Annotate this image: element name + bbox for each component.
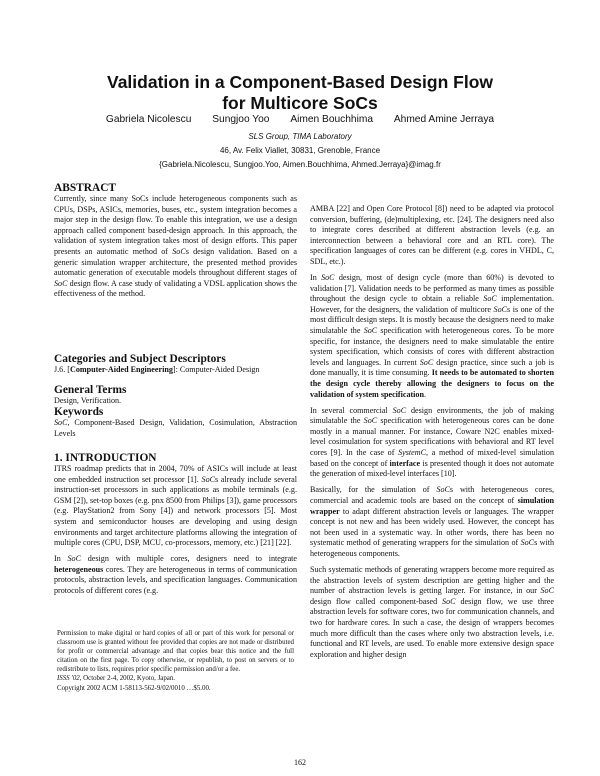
- categories-body: [54, 365, 297, 376]
- abstract-body: [54, 194, 297, 300]
- text-run: , a method of mixed-level simulation based on the concept of: [310, 448, 554, 468]
- text-run: design flow called component-based: [310, 596, 443, 606]
- text-run: to adapt different abstraction levels or languages. The wrapper concept is not new and has been widely used. However, the concept has not been used in a systematic way. In other words, there has been no systematic method of generating wrappers for the simulation of: [310, 506, 554, 548]
- text-run: s with heterogeneous cores, commercial and academic tools are based on the concept of: [310, 485, 554, 505]
- italic-text-run: SoC: [54, 278, 68, 288]
- introduction-heading: 1. INTRODUCTION: [54, 452, 157, 464]
- text-run: AMBA [22] and Open Core Protocol [8]) need to be adapted via protocol conversion, buffering, (de)multiplexing, etc. [24]. The designers need also to integrate cores described at different abstraction levels (e.g. an interconnection between a behavioral core and an RTL core). The specification languages of cores can be different (e.g. cores in VHDL, C, SDL, etc.).: [310, 204, 554, 266]
- text-run: s design validation. Based on a generic simulation wrapper architecture, the presented method provides automatic generation of executable models throughout different stages of: [54, 246, 297, 278]
- text-run: design, most of design cycle (more than 60%) is devoted to validation [7]. Validation needs to be performed as many times as possible throughout the design cycle to obtain a reliable: [310, 273, 554, 304]
- text-run: design with multiple cores, designers need to integrate: [81, 554, 298, 564]
- author: Gabriela Nicolescu: [105, 114, 192, 125]
- title-line-2: for Multicore SoCs: [222, 93, 378, 113]
- introduction-section: [54, 452, 297, 602]
- italic-text-run: SoC: [321, 273, 335, 283]
- italic-text-run: SoC: [363, 416, 378, 426]
- categories-heading: Categories and Subject Descriptors: [54, 353, 226, 365]
- italic-text-run: SoC: [172, 246, 186, 256]
- bold-text-run: It needs to be automated to shorten the design cycle thereby allowing the designers to focus on the validation of system specification: [310, 368, 554, 399]
- abstract-section: [54, 182, 297, 305]
- text-run: cores. They are heterogeneous in terms of communication protocols, abstraction levels, and specification languages. Communication protocols of different cores (e.g.: [54, 564, 297, 596]
- keywords-heading: Keywords: [54, 406, 104, 418]
- text-run: design environments, the job of making simulatable the: [310, 405, 554, 426]
- text-run: specification with heterogeneous cores. To be more specific, for instance, the designers need to make simulatable the entire system specification, which consists of cores with different abstraction levels and languages. In current: [310, 326, 555, 367]
- bold-text-run: Computer-Aided Engineering: [69, 365, 173, 374]
- permission-text: Permission to make digital or hard copies of all or part of this work for personal or classroom use is granted without fee provided that copies are not made or distributed for profit or commercial advantage and that copies bear this notice and the full citation on the first page. To copy otherwise, or republish, to post on servers or to redistribute to lists, requires prior specific permission and/or a fee.: [57, 630, 294, 674]
- keywords-body: [54, 418, 297, 439]
- bold-text-run: heterogeneous: [54, 564, 104, 574]
- abstract-heading: ABSTRACT: [54, 182, 117, 194]
- text-run: ITRS roadmap predicts that in 2004, 70% of ASICs will include at least one embedded instruction set processor [1].: [54, 464, 297, 484]
- text-run: Such systematic methods of generating wrappers become more required as the abstraction levels of system description are getting higher and the number of abstraction levels is getting larger. For instance, in our: [310, 565, 554, 596]
- italic-text-run: SystemC: [398, 448, 426, 458]
- text-run: J.6. [: [54, 365, 70, 374]
- italic-text-run: SoC: [363, 326, 378, 336]
- intro-paragraph: [54, 554, 297, 596]
- introduction-continued: [310, 204, 554, 666]
- italic-text-run: SoC: [520, 538, 535, 548]
- affiliation-emails: {Gabriela.Nicolescu, Sungjoo.Yoo, Aimen.Bouchhima, Ahmed.Jerraya}@imag.fr: [159, 160, 441, 169]
- intro-paragraph: [310, 485, 554, 559]
- venue-name: ISSS '02: [57, 675, 80, 683]
- permission-notice: [57, 629, 294, 693]
- text-run: Currently, since many: [54, 194, 132, 203]
- text-run: design flow. A case study of validating a VDSL application shows the effectiveness of the method.: [54, 278, 297, 299]
- general-terms-heading: General Terms: [54, 384, 127, 396]
- text-run: s is one of the most difficult design steps. It is mostly because the designers need to make simulatable the: [310, 304, 554, 336]
- page-number: 162: [294, 758, 306, 767]
- italic-text-run: SoC: [436, 485, 450, 495]
- intro-paragraph: [310, 406, 554, 480]
- text-run: In several commercial: [310, 405, 393, 415]
- italic-text-run: SoC: [483, 294, 497, 304]
- bold-text-run: interface: [389, 458, 421, 468]
- intro-paragraph: [310, 273, 554, 400]
- text-run: In: [54, 554, 68, 564]
- author: Sungjoo Yoo: [212, 114, 270, 125]
- text-run: .: [423, 389, 427, 399]
- venue-line: [57, 674, 294, 683]
- affiliation-group-text: SLS Group, TIMA Laboratory: [248, 132, 352, 141]
- author: Ahmed Amine Jerraya: [393, 114, 495, 125]
- text-run: Basically, for the simulation of: [310, 485, 437, 495]
- text-run: ]: Computer-Aided Design: [172, 365, 260, 374]
- italic-text-run: SoC: [540, 586, 554, 596]
- italic-text-run: SoC: [201, 474, 216, 484]
- text-run: In: [310, 273, 322, 283]
- affiliation-group: [0, 132, 600, 141]
- author-list: [0, 114, 600, 125]
- venue-details: , October 2-4, 2002, Kyoto, Japan.: [79, 675, 176, 683]
- text-run: specification with heterogeneous cores can be done mostly in a manual manner. For instance, Coware N2C enables mixed-level cosimulation for system specifications with behavioral and RT level cores [9]. In the case of: [310, 416, 554, 458]
- title-line-1: Validation in a Component-Based Design Flow: [106, 72, 493, 92]
- copyright-line: Copyright 2002 ACM 1-58113-562-9/02/0010 …$5.00.: [57, 684, 211, 692]
- author: Aimen Bouchhima: [290, 114, 374, 125]
- keywords-section: [54, 406, 297, 445]
- italic-text-run: SoC: [493, 304, 508, 314]
- bold-text-run: simulation wrapper: [310, 495, 554, 516]
- affiliation-address: 46, Av. Felix Viallet, 30831, Grenoble, France: [219, 146, 381, 155]
- text-run: implementation. However, for the designers, the validation of multicore: [310, 294, 554, 314]
- categories-section: [54, 353, 297, 381]
- intro-paragraph: [310, 565, 554, 660]
- text-run: design practice, since such a job is done manually, it is time consuming.: [310, 357, 554, 378]
- text-run: s with heterogeneous components.: [310, 538, 554, 558]
- text-run: SoC: [131, 194, 146, 203]
- text-run: s include heterogeneous components such as CPUs, DSPs, ASICs, memories, buses, etc., system integration becomes a major step in the design flow. To enable this integration, we use a design approach called component based-design approach. In this approach, the validation of system integration takes most of design efforts. This paper presents an automatic method of: [54, 194, 298, 256]
- text-run: design flow, we use three abstraction levels for software cores, two for communication channels, and two for hardware cores. In such a case, the design of wrappers becomes much more difficult than the cases where only two abstraction levels, i.e. functional and RT levels, are used. To enable more extensive design space exploration and higher design: [310, 596, 554, 659]
- italic-text-run: SoC: [392, 405, 407, 415]
- italic-text-run: SoC: [442, 596, 456, 606]
- paper-title: [0, 72, 600, 114]
- text-run: s already include several instruction-set processors in such applications as mobile terminals (e.g. GSM [2]), set-top boxes (e.g. pnx 8500 from Philips [3]), game processors (e.g. PlayStation2 from Sony [4]) and network processors [5]. Most system and semiconductor houses are developing and using design environments and target architecture platforms allowing the integration of multiple cores (CPU, DSP, MCU, co-processors, memory, etc.) [21] [22].: [54, 474, 297, 548]
- general-terms-body: [54, 396, 297, 407]
- text-run: , Component-Based Design, Validation, Cosimulation, Abstraction Levels: [54, 418, 297, 438]
- italic-text-run: SoC: [67, 554, 81, 564]
- intro-paragraph: [310, 204, 554, 268]
- italic-text-run: SoC: [419, 357, 434, 367]
- text-run: is presented though it does not automate the generation of mixed-level interfaces [10].: [310, 458, 555, 479]
- text-run: Design, Verification.: [54, 396, 122, 405]
- intro-paragraph: [54, 464, 297, 549]
- italic-text-run: SoC: [54, 418, 68, 427]
